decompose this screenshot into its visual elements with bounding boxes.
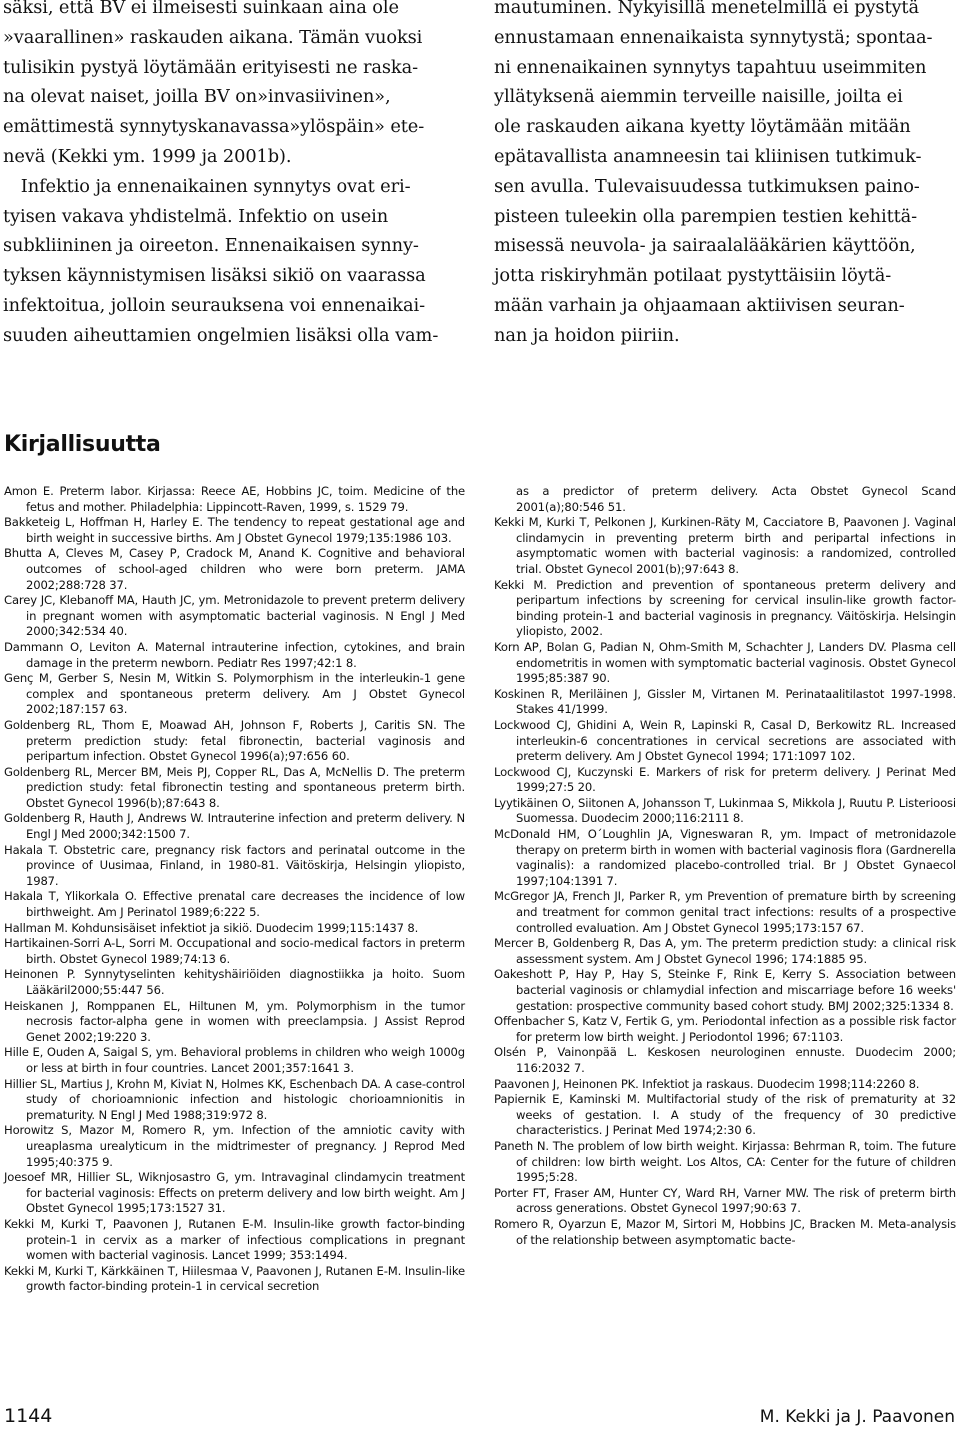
reference-entry: Goldenberg RL, Thom E, Moawad AH, Johnson F, Roberts J, Caritis SN. The preterm prediction study: fetal fibronectin, bacterial vaginosis and peripartum infection. Obstet Gynecol 1996(a);97:656 60. — [4, 717, 465, 764]
reference-entry: Amon E. Preterm labor. Kirjassa: Reece AE, Hobbins JC, toim. Medicine of the fetus and mother. Philadelphia: Lippincott-Raven, 1999, s. 1529 79. — [4, 484, 465, 514]
body-line: tyksen käynnistymisen lisäksi sikiö on vaarassa — [3, 265, 426, 287]
body-line: Infektio ja ennenaikainen synnytys ovat eri- — [20, 175, 411, 197]
page-number: 1144 — [4, 1405, 53, 1427]
body-line: säksi, että BV ei ilmeisesti suinkaan aina ole — [3, 0, 399, 18]
reference-entry: Korn AP, Bolan G, Padian N, Ohm-Smith M, Schachter J, Landers DV. Plasma cell endometritis in women with symptomatic bacterial vaginosis. Obstet Gynecol 1995;85:387 90. — [494, 639, 956, 686]
body-line: infektoitua, jolloin seurauksena voi ennenaikai- — [3, 294, 425, 316]
reference-entry: Kekki M. Prediction and prevention of spontaneous preterm delivery and peripartum infections by screening for cervical insulin-like growth factor-binding protein-1 and bacterial vaginosis in pregnancy. Väitöskirja. Helsingin yliopisto, 2002. — [494, 577, 956, 639]
body-line: sen avulla. Tulevaisuudessa tutkimuksen paino- — [494, 175, 920, 197]
body-line: na olevat naiset, joilla BV on»invasiivinen», — [3, 86, 391, 108]
reference-entry: Hillier SL, Martius J, Krohn M, Kiviat N, Holmes KK, Eschenbach DA. A case-control study of chorioamnionic infection and histologic chorioamnionitis in prematurity. N Engl J Med 1988;319:972 8. — [4, 1076, 465, 1122]
body-line: tyisen vakava yhdistelmä. Infektio on usein — [3, 205, 389, 227]
body-line: nevä (Kekki ym. 1999 ja 2001b). — [3, 145, 292, 167]
reference-entry: Mercer B, Goldenberg R, Das A, ym. The preterm prediction study: a clinical risk assessment system. Am J Obstet Gynecol 1996; 174:1885 95. — [494, 936, 956, 966]
references-left-column — [4, 484, 465, 1295]
reference-entry: Genç M, Gerber S, Nesin M, Witkin S. Polymorphism in the interleukin-1 gene complex and spontaneous preterm delivery. Am J Obstet Gynecol 2002;187:157 63. — [4, 671, 465, 717]
reference-continuation: as a predictor of preterm delivery. Acta Obstet Gynecol Scand 2001(a);80:546 51. — [516, 484, 956, 514]
reference-entry: McGregor JA, French JI, Parker R, ym Prevention of premature birth by screening and treatment for common genital tract infections: results of a prospective controlled evaluation. Am J Obstet Gynecol 1995;173:157 67. — [494, 889, 956, 935]
reference-entry: Papiernik E, Kaminski M. Multifactorial study of the risk of prematurity at 32 weeks of gestation. I. A study of the frequency of 30 predictive characteristics. J Perinat Med 1974;2:30 6. — [494, 1092, 956, 1138]
body-line: epätavallista anamneesin tai kliinisen tutkimuk- — [494, 145, 922, 167]
body-text-left-column — [3, 0, 466, 351]
reference-entry: Kekki M, Kurki T, Kärkkäinen T, Hiilesmaa V, Paavonen J, Rutanen E-M. Insulin-like growth factor-binding protein-1 in cervical secretion — [4, 1263, 465, 1294]
reference-entry: Joesoef MR, Hillier SL, Wiknjosastro G, ym. Intravaginal clindamycin treatment for bacterial vaginosis: Effects on preterm delivery and low birth weight. Am J Obstet Gynecol 1995;173:1527 31. — [4, 1170, 465, 1216]
reference-entry: Paneth N. The problem of low birth weight. Kirjassa: Behrman R, toim. The future of children: low birth weight. Los Altos, CA: Center for the future of children 1995;5:28. — [494, 1138, 956, 1185]
references-heading: Kirjallisuutta — [4, 432, 161, 457]
reference-entry: Lyytikäinen O, Siitonen A, Johansson T, Lukinmaa S, Mikkola J, Ruutu P. Listerioosi Suomessa. Duodecim 2000;116:2111 8. — [494, 795, 956, 826]
reference-entry: Lockwood CJ, Kuczynski E. Markers of risk for preterm delivery. J Perinat Med 1999;27:5 20. — [494, 764, 956, 795]
reference-entry: McDonald HM, O´Loughlin JA, Vigneswaran R, ym. Impact of metronidazole therapy on preterm birth in women with bacterial vaginosis flora (Gardnerella vaginalis): a randomized placebo-controlled trial. Br J Obstet Gynaecol 1997;104:1391 7. — [494, 827, 956, 888]
reference-entry: Koskinen R, Meriläinen J, Gissler M, Virtanen M. Perinataalitilastot 1997-1998. Stakes 41/1999. — [494, 686, 956, 717]
reference-entry: Bakketeig L, Hoffman H, Harley E. The tendency to repeat gestational age and birth weight in successive births. Am J Obstet Gynecol 1979;135:1986 103. — [4, 515, 465, 545]
body-line: »vaarallinen» raskauden aikana. Tämän vuoksi — [3, 26, 423, 48]
body-line: yllätyksenä aiemmin terveille naisille, joilta ei — [494, 86, 903, 108]
reference-entry: Paavonen J, Heinonen PK. Infektiot ja raskaus. Duodecim 1998;114:2260 8. — [494, 1076, 920, 1091]
body-line: suuden aiheuttamien ongelmien lisäksi olla vam- — [3, 324, 439, 346]
reference-entry: Goldenberg R, Hauth J, Andrews W. Intrauterine infection and preterm delivery. N Engl J Med 2000;342:1500 7. — [4, 811, 465, 842]
body-line: emättimestä synnytyskanavassa»ylöspäin» ete- — [3, 116, 425, 138]
reference-entry: Hakala T. Obstetric care, pregnancy risk factors and perinatal outcome in the province of Uusimaa, Finland, in 1980-81. Väitöskirja, Helsingin yliopisto, 1987. — [4, 842, 465, 888]
references-right-column — [494, 484, 956, 1248]
reference-entry: Kekki M, Kurki T, Pelkonen J, Kurkinen-Räty M, Cacciatore B, Paavonen J. Vaginal clindamycin in preventing preterm birth and peripartal infections in asymptomatic women with bacterial vaginosis: a randomized, controlled trial. Obstet Gynecol 2001(b);97:643 8. — [494, 515, 956, 576]
reference-entry: Olsén P, Vainonpää L. Keskosen neurologinen ennuste. Duodecim 2000; 116:2032 7. — [494, 1045, 956, 1075]
body-line: mään varhain ja ohjaamaan aktiivisen seuran- — [494, 294, 905, 316]
body-line: misessä neuvola- ja sairaalalääkärien käyttöön, — [494, 235, 916, 257]
reference-entry: Heiskanen J, Romppanen EL, Hiltunen M, ym. Polymorphism in the tumor necrosis factor-alpha gene in women with preeclampsia. J Assist Reprod Genet 2002;19:220 3. — [4, 998, 465, 1044]
reference-entry: Kekki M, Kurki T, Paavonen J, Rutanen E-M. Insulin-like growth factor-binding protein-1 in cervix as a marker of infectious complications in pregnant women with bacterial vaginosis. Lancet 1999; 353:1494. — [4, 1216, 465, 1263]
reference-entry: Offenbacher S, Katz V, Fertik G, ym. Periodontal infection as a possible risk factor for preterm low birth weight. J Periodontol 1996; 67:1103. — [494, 1014, 956, 1044]
reference-entry: Heinonen P. Synnytyselinten kehityshäiriöiden diagnostiikka ja hoito. Suom Lääkäril2000;55:447 56. — [4, 967, 465, 997]
body-line: ni ennenaikainen synnytys tapahtuu useimmiten — [494, 56, 927, 78]
reference-entry: Porter FT, Fraser AM, Hunter CY, Ward RH, Varner MW. The risk of preterm birth across generations. Obstet Gynecol 1997;90:63 7. — [494, 1185, 956, 1216]
reference-entry: Hartikainen-Sorri A-L, Sorri M. Occupational and socio-medical factors in preterm birth. Obstet Gynecol 1989;74:13 6. — [4, 936, 465, 966]
reference-entry: Oakeshott P, Hay P, Hay S, Steinke F, Rink E, Kerry S. Association between bacterial vaginosis or chlamydial infection and miscarriage before 16 weeks' gestation: prospective community based cohort study. BMJ 2002;325:1334 8. — [494, 967, 956, 1013]
reference-entry: Hille E, Ouden A, Saigal S, ym. Behavioral problems in children who weigh 1000g or less at birth in four countries. Lancet 2001;357:1641 3. — [4, 1045, 465, 1075]
reference-entry: Goldenberg RL, Mercer BM, Meis PJ, Copper RL, Das A, McNellis D. The preterm prediction study: fetal fibronectin testing and spontaneous preterm birth. Obstet Gynecol 1996(b);87:643 8. — [4, 764, 465, 810]
reference-entry: Lockwood CJ, Ghidini A, Wein R, Lapinski R, Casal D, Berkowitz RL. Increased interleukin-6 concentrationes in cervical secretions are associated with preterm delivery. Am J Obstet Gynecol 1994; 171:1097 102. — [494, 717, 956, 764]
reference-entry: Romero R, Oyarzun E, Mazor M, Sirtori M, Hobbins JC, Bracken M. Meta-analysis of the relationship between asymptomatic bacte- — [494, 1216, 956, 1247]
body-line: mautuminen. Nykyisillä menetelmillä ei pystytä — [494, 0, 919, 18]
reference-entry: Horowitz S, Mazor M, Romero R, ym. Infection of the amniotic cavity with ureaplasma urealyticum in the midtrimester of pregnancy. J Reprod Med 1995;40:375 9. — [4, 1123, 465, 1169]
running-footer-authors: M. Kekki ja J. Paavonen — [759, 1407, 955, 1427]
body-line: nan ja hoidon piiriin. — [494, 324, 680, 346]
reference-entry: Hakala T, Ylikorkala O. Effective prenatal care decreases the incidence of low birthweight. Am J Perinatol 1989;6:222 5. — [4, 889, 465, 920]
body-line: ennustamaan ennenaikaista synnytystä; spontaa- — [494, 26, 933, 48]
reference-entry: Hallman M. Kohdunsisäiset infektiot ja sikiö. Duodecim 1999;115:1437 8. — [4, 920, 419, 935]
body-line: ole raskauden aikana kyetty löytämään mitään — [494, 116, 911, 138]
reference-entry: Bhutta A, Cleves M, Casey P, Cradock M, Anand K. Cognitive and behavioral outcomes of school-aged children who were born preterm. JAMA 2002;288:728 37. — [4, 546, 465, 592]
body-line: tulisikin pystyä löytämään erityisesti ne raska- — [3, 56, 418, 78]
body-line: jotta riskiryhmän potilaat pystyttäisiin löytä- — [494, 265, 892, 287]
reference-entry: Carey JC, Klebanoff MA, Hauth JC, ym. Metronidazole to prevent preterm delivery in pregnant women with asymptomatic bacterial vaginosis. N Engl J Med 2000;342:534 40. — [4, 593, 465, 639]
body-text-right-column — [494, 0, 956, 351]
body-line: pisteen tuleekin olla parempien testien kehittä- — [494, 205, 918, 227]
reference-entry: Dammann O, Leviton A. Maternal intrauterine infection, cytokines, and brain damage in the preterm newborn. Pediatr Res 1997;42:1 8. — [4, 639, 465, 670]
body-line: subkliininen ja oireeton. Ennenaikaisen synny- — [3, 235, 419, 257]
